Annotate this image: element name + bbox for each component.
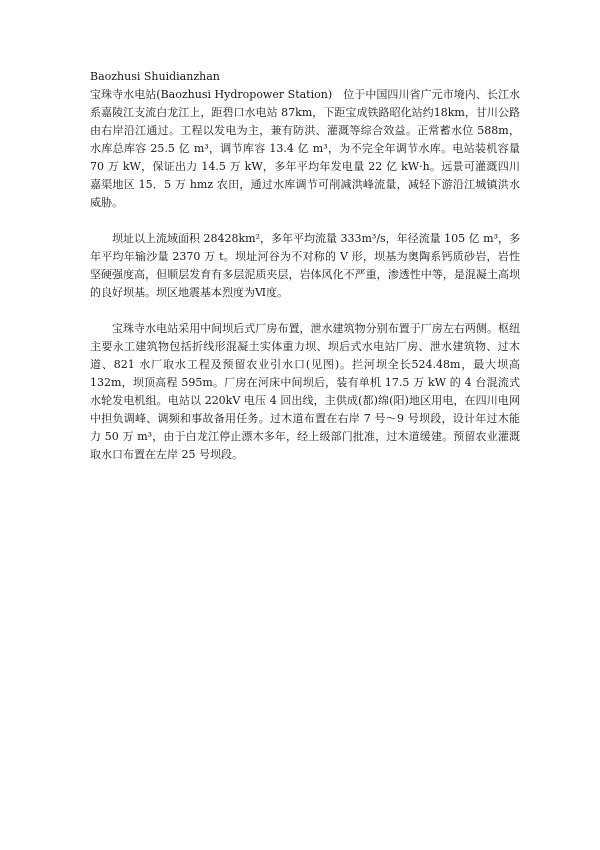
paragraph-layout: 宝珠寺水电站采用中间坝后式厂房布置，泄水建筑物分别布置于厂房左右两侧。枢纽主要永工建筑物包括折线形混凝土实体重力坝、坝后式水电站厂房、泄水建筑物、过木道、821 水厂取水工程及预留农业引水口(见图)。拦河坝全长524.48m，最大坝高 132m，坝顶高程 595m。厂房在河床中间坝后，装有单机 17.5 万 kW 的 4 台混流式水轮发电机组。电站以 220kV 电压 4 回出线，主供成(都)绵(阳)地区用电，在四川电网中担负调峰、调频和事故备用任务。过木道布置在右岸 7 号～9 号坝段，设计年过木能力 50 万 m³，由于白龙江停止漂木多年，经上级部门批准，过木道缓建。预留农业灌溉取水口布置在左岸 25 号坝段。 [90,322,520,461]
paragraph-hydrology: 坝址以上流域面积 28428km²，多年平均流量 333m³/s，年径流量 105 亿 m³，多年平均年输沙量 2370 万 t。坝址河谷为不对称的 V 形，坝基为奥陶系钙质砂岩，岩性坚硬强度高，但顺层发育有多层泥质夹层，岩体风化不严重，渗透性中等，是混凝土高坝的良好坝基。坝区地震基本烈度为Ⅵ度。 [90,232,521,299]
pinyin-title: Baozhusi Shuidianzhan [90,70,220,83]
paragraph-gap [90,212,520,230]
document-page [90,68,520,464]
paragraph-gap [90,302,520,320]
paragraph-overview: 宝珠寺水电站(Baozhusi Hydropower Station) 位于中国四川省广元市境内、长江水系嘉陵江支流白龙江上，距碧口水电站 87km，下距宝成铁路昭化站约18km，甘川公路由右岸沿江通过。工程以发电为主，兼有防洪、灌溉等综合效益。正常蓄水位 588m，水库总库容 25.5 亿 m³，调节库容 13.4 亿 m³，为不完全年调节水库。电站装机容量 70 万 kW，保证出力 14.5 万 kW，多年平均年发电量 22 亿 kW·h。远景可灌溉四川嘉渠地区 15．5 万 hmz 农田，通过水库调节可削减洪峰流量，减轻下游沿江城镇洪水威胁。 [90,88,520,209]
